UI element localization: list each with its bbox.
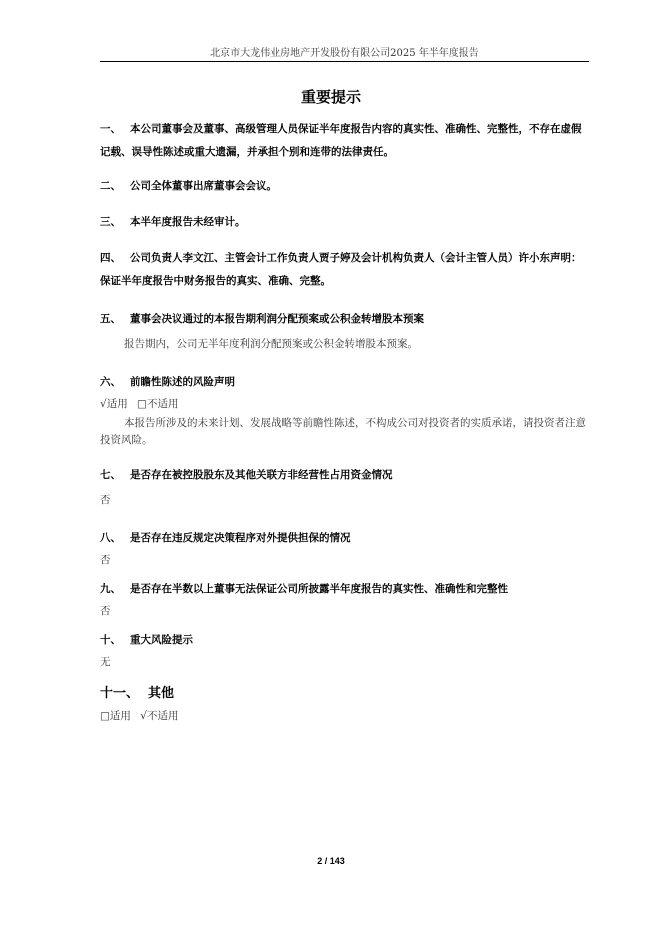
section-text: 是否存在被控股股东及其他关联方非经营性占用资金情况 (130, 469, 393, 481)
section-number: 十、 (100, 634, 121, 646)
section-9 (100, 578, 590, 601)
section-9-answer: 否 (100, 605, 111, 617)
section-text: 公司负责人李文江、主管会计工作负责人贾子婷及会计机构负责人（会计主管人员）许小东声明：保证半年度报告中财务报告的真实、准确、完整。 (100, 252, 582, 287)
section-7-answer: 否 (100, 494, 111, 506)
section-number: 五、 (100, 313, 121, 325)
section-number: 一、 (100, 123, 121, 135)
section-number: 十一、 (100, 686, 140, 701)
section-text: 其他 (148, 686, 175, 701)
section-10 (100, 629, 590, 652)
page-title: 重要提示 (300, 88, 361, 106)
section-6-body: 本报告所涉及的未来计划、发展战略等前瞻性陈述，不构成公司对投资者的实质承诺，请投资者注意投资风险。 (100, 417, 586, 446)
section-text: 是否存在违反规定决策程序对外提供担保的情况 (130, 532, 351, 544)
section-11 (100, 682, 590, 705)
section-text: 董事会决议通过的本报告期利润分配预案或公积金转增股本预案 (130, 313, 424, 325)
applicable-option: □适用 (100, 710, 131, 722)
section-1 (100, 118, 590, 164)
section-number: 九、 (100, 583, 121, 595)
section-number: 二、 (100, 180, 121, 192)
section-number: 八、 (100, 532, 121, 544)
section-6 (100, 371, 590, 394)
header-divider (100, 61, 589, 62)
section-7 (100, 464, 590, 487)
section-8-answer: 否 (100, 554, 111, 566)
page-header: 北京市大龙伟业房地产开发股份有限公司2025 年半年度报告 (210, 48, 479, 59)
section-text: 本公司董事会及董事、高级管理人员保证半年度报告内容的真实性、准确性、完整性，不存在虚假记载、误导性陈述或重大遗漏，并承担个别和连带的法律责任。 (100, 123, 582, 158)
section-6-options (100, 396, 590, 413)
section-4 (100, 247, 590, 293)
section-text: 公司全体董事出席董事会会议。 (130, 180, 277, 192)
section-text: 重大风险提示 (130, 634, 193, 646)
section-5-body: 报告期内，公司无半年度利润分配预案或公积金转增股本预案。 (124, 338, 418, 350)
section-5 (100, 308, 590, 331)
applicable-option: √适用 (100, 398, 128, 410)
section-number: 四、 (100, 252, 121, 264)
section-3 (100, 211, 590, 234)
section-text: 前瞻性陈述的风险声明 (130, 376, 235, 388)
section-8 (100, 527, 590, 550)
section-10-answer: 无 (100, 656, 111, 668)
section-11-options (100, 708, 590, 725)
section-2 (100, 175, 590, 198)
section-number: 六、 (100, 376, 121, 388)
section-text: 是否存在半数以上董事无法保证公司所披露半年度报告的真实性、准确性和完整性 (130, 583, 508, 595)
not-applicable-option: □不适用 (137, 398, 179, 410)
page-number: 2 / 143 (317, 856, 345, 866)
section-number: 三、 (100, 216, 121, 228)
section-text: 本半年度报告未经审计。 (130, 216, 246, 228)
not-applicable-option: √不适用 (140, 710, 179, 722)
section-number: 七、 (100, 469, 121, 481)
